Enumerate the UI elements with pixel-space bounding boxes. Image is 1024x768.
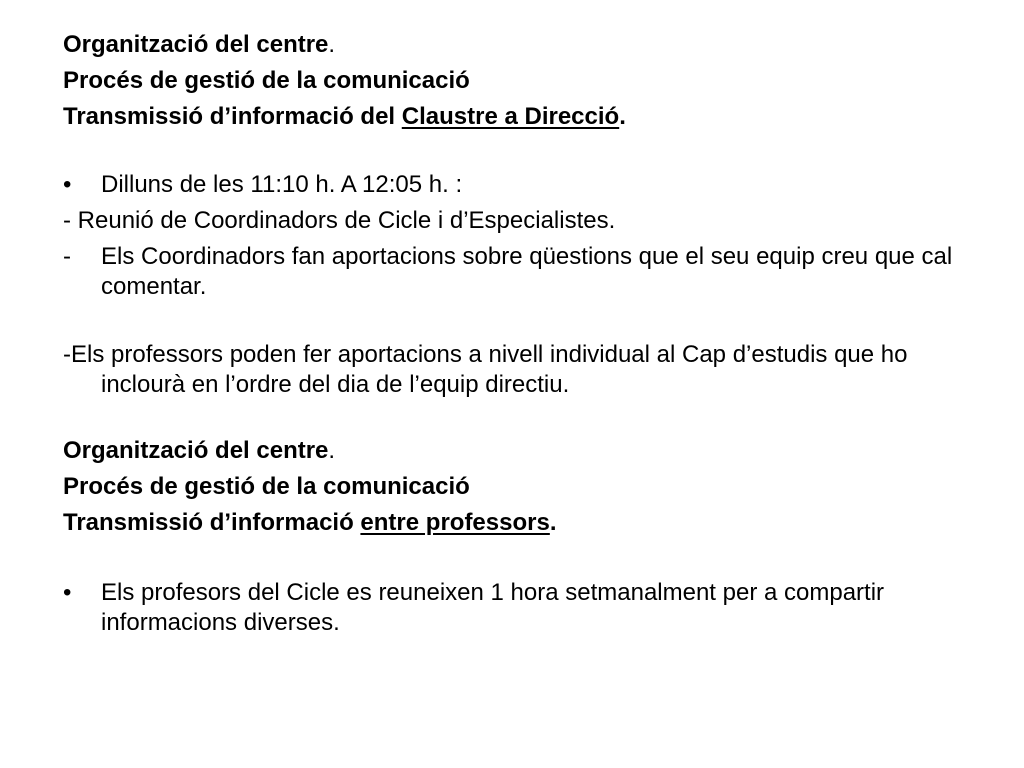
section2-topic-prefix: Transmissió d’informació xyxy=(63,509,361,536)
bullet-schedule-text: Dilluns de les 11:10 h. A 12:05 h. : xyxy=(101,171,463,198)
section1-title: Organització del centre xyxy=(63,31,329,58)
section2-topic-punct: . xyxy=(549,509,557,536)
bullet-cycle-teachers-text: Els profesors del Cicle es reuneixen 1 hora setmanalment per a compartir informacions diverses. xyxy=(101,579,885,636)
dash-mark: - xyxy=(63,243,71,270)
dash-teachers: -Els professors poden fer aportacions a nivell individual al Cap d’estudis que ho inclourà en l’ordre del dia de l’equip directiu. xyxy=(63,341,908,398)
section2-subtitle: Procés de gestió de la comunicació xyxy=(63,473,470,500)
bullet-mark: • xyxy=(63,579,72,606)
slide-content xyxy=(63,30,963,638)
dash-meeting: - Reunió de Coordinadors de Cicle i d’Especialistes. xyxy=(63,207,616,234)
section1-subtitle: Procés de gestió de la comunicació xyxy=(63,67,470,94)
section1-title-punct: . xyxy=(328,31,336,58)
section1-topic-underlined: Claustre a Direcció xyxy=(401,103,620,130)
section2-topic-line xyxy=(63,508,963,538)
section2-title-punct: . xyxy=(328,437,336,464)
bullet-cycle-teachers xyxy=(63,578,963,638)
section1-title-line xyxy=(63,30,963,60)
bullet-mark: • xyxy=(63,171,72,198)
section1-topic-punct: . xyxy=(619,103,626,130)
section1-topic-prefix: Transmissió d’informació del xyxy=(63,103,402,130)
section2-title: Organització del centre xyxy=(63,437,329,464)
section1-topic-line xyxy=(63,102,963,132)
section2-topic-underlined: entre professors xyxy=(360,509,550,536)
section2-title-line xyxy=(63,436,963,466)
bullet-schedule xyxy=(63,170,963,200)
dash-coordinators xyxy=(63,242,963,302)
dash-coordinators-text: Els Coordinadors fan aportacions sobre qüestions que el seu equip creu que cal comentar. xyxy=(101,243,953,300)
